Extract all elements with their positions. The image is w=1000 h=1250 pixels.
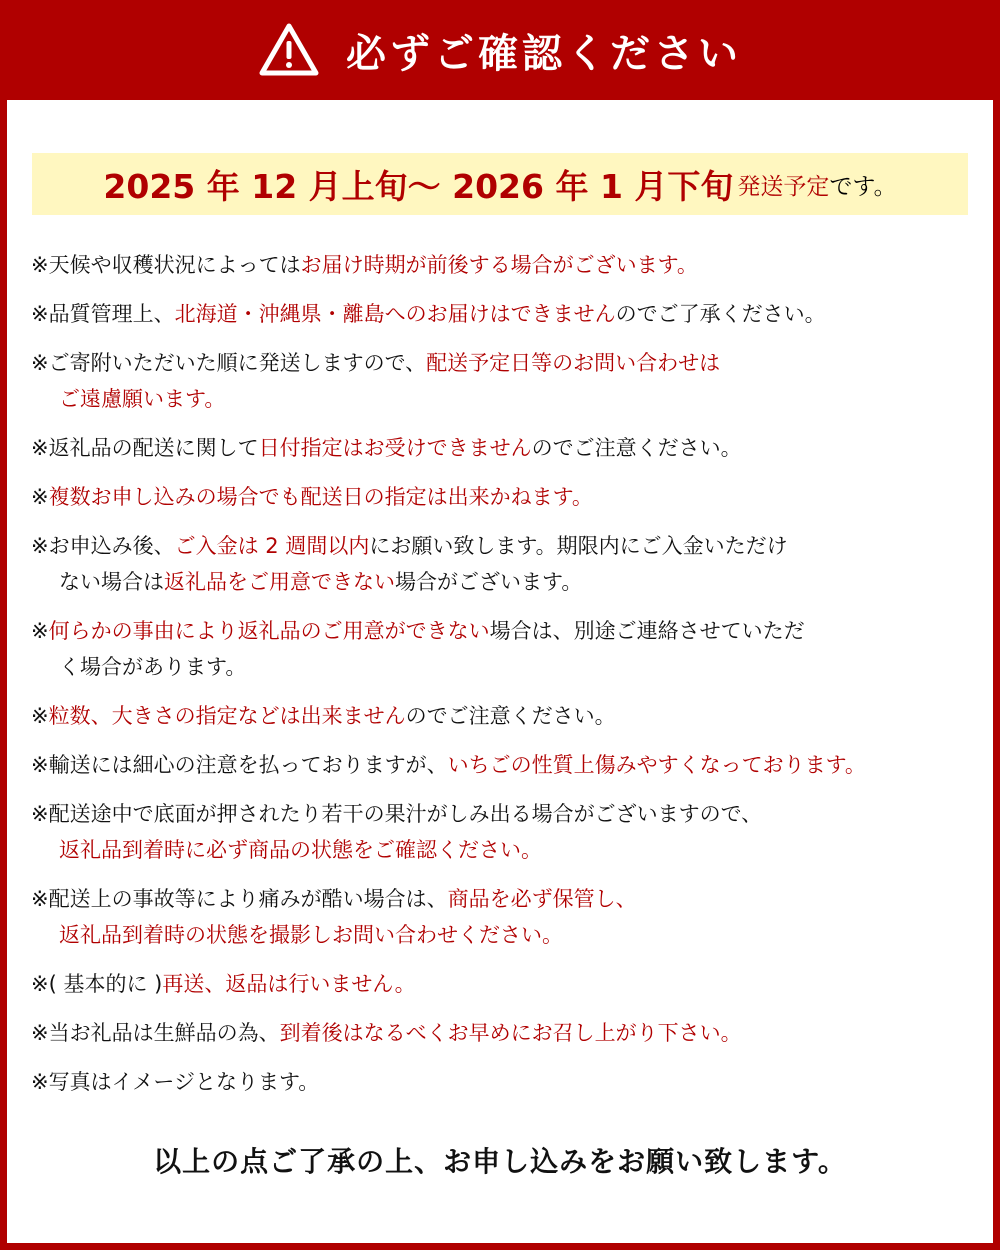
emphasis-text: 複数お申し込みの場合でも配送日の指定は出来かねます。 xyxy=(48,485,593,509)
notice-text: く場合があります。 xyxy=(59,655,247,679)
notice-line xyxy=(31,1015,981,1051)
page-title: 必ずご確認ください xyxy=(346,30,742,77)
shipping-period-banner xyxy=(32,153,968,215)
notice-text: ※写真はイメージとなります。 xyxy=(31,1070,320,1094)
notice-item xyxy=(31,881,981,953)
notice-item xyxy=(31,528,981,600)
shipping-suffix: です。 xyxy=(829,173,897,200)
notice-line xyxy=(31,649,981,685)
notice-line xyxy=(31,966,981,1002)
notice-line xyxy=(31,247,981,283)
notice-text: ※当お礼品は生鮮品の為、 xyxy=(31,1021,280,1045)
emphasis-text: 日付指定はお受けできません xyxy=(258,436,532,460)
notice-text: のでご注意ください。 xyxy=(531,436,742,460)
notice-text: ※お申込み後、 xyxy=(31,534,175,558)
notice-item xyxy=(31,1064,981,1100)
notice-line xyxy=(31,698,981,734)
notice-item xyxy=(31,613,981,685)
emphasis-text: 商品を必ず保管し、 xyxy=(447,887,637,911)
notice-item xyxy=(31,345,981,417)
notice-line xyxy=(31,381,981,417)
closing-message: 以上の点ご了承の上、お申し込みをお願い致します。 xyxy=(153,1145,847,1178)
notice-text: ※品質管理上、 xyxy=(31,302,175,326)
notice-line xyxy=(31,430,981,466)
header-bar xyxy=(0,0,1000,100)
notice-text: ※ xyxy=(31,619,49,643)
notice-text: のでご了承ください。 xyxy=(615,302,826,326)
shipping-period: 2025 年 12 月上旬～ 2026 年 1 月下旬 xyxy=(103,166,734,206)
notice-line xyxy=(31,917,981,953)
notice-item xyxy=(31,479,981,515)
notice-text: ※天候や収穫状況によっては xyxy=(31,253,301,277)
notice-text: ※ご寄附いただいた順に発送しますので、 xyxy=(31,351,427,375)
emphasis-text: 返礼品をご用意できない xyxy=(164,570,395,594)
emphasis-text: 返礼品到着時に必ず商品の状態をご確認ください。 xyxy=(59,838,542,862)
notice-line xyxy=(31,747,981,783)
notice-text: ※返礼品の配送に関して xyxy=(31,436,259,460)
notice-line xyxy=(31,832,981,868)
notice-item xyxy=(31,747,981,783)
notice-line xyxy=(31,796,981,832)
notice-line xyxy=(31,881,981,917)
notice-item xyxy=(31,966,981,1002)
notice-line xyxy=(31,296,981,332)
emphasis-text: 何らかの事由により返礼品のご用意ができない xyxy=(48,619,490,643)
emphasis-text: お届け時期が前後する場合がございます。 xyxy=(300,253,698,277)
emphasis-text: 配送予定日等のお問い合わせは xyxy=(426,351,721,375)
notice-item xyxy=(31,430,981,466)
notice-text: ※輸送には細心の注意を払っておりますが、 xyxy=(31,753,448,777)
emphasis-text: 返礼品到着時の状態を撮影しお問い合わせください。 xyxy=(59,923,563,947)
notice-text: ※( 基本的に ) xyxy=(31,972,163,996)
notice-text: ※ xyxy=(31,704,49,728)
notice-line xyxy=(31,613,981,649)
emphasis-text: 北海道・沖縄県・離島へのお届けはできません xyxy=(174,302,616,326)
notice-item xyxy=(31,1015,981,1051)
notice-text: ※配送上の事故等により痛みが酷い場合は、 xyxy=(31,887,448,911)
warning-triangle-icon xyxy=(258,22,320,78)
emphasis-text: ご遠慮願います。 xyxy=(59,387,226,411)
notice-text: にお願い致します。期限内にご入金いただけ xyxy=(369,534,788,558)
notice-line xyxy=(31,564,981,600)
notice-item xyxy=(31,796,981,868)
notice-line xyxy=(31,345,981,381)
notice-item xyxy=(31,247,981,283)
notice-text: 場合がございます。 xyxy=(395,570,583,594)
notice-line xyxy=(31,1064,981,1100)
shipping-label: 発送予定 xyxy=(737,173,830,200)
notice-text: 場合は、別途ご連絡させていただ xyxy=(489,619,805,643)
emphasis-text: ご入金は 2 週間以内 xyxy=(174,534,370,558)
notice-list xyxy=(31,247,981,1113)
emphasis-text: いちごの性質上傷みやすくなっております。 xyxy=(447,753,866,777)
emphasis-text: 再送、返品は行いません。 xyxy=(162,972,416,996)
notice-text: ない場合は xyxy=(59,570,164,594)
notice-item xyxy=(31,698,981,734)
notice-line xyxy=(31,479,981,515)
notice-item xyxy=(31,296,981,332)
notice-panel xyxy=(7,100,993,1243)
emphasis-text: 到着後はなるべくお早めにお召し上がり下さい。 xyxy=(279,1021,742,1045)
emphasis-text: 粒数、大きさの指定などは出来ません xyxy=(48,704,406,728)
notice-text: ※配送途中で底面が押されたり若干の果汁がしみ出る場合がございますので、 xyxy=(31,802,763,826)
notice-text: のでご注意ください。 xyxy=(405,704,616,728)
notice-text: ※ xyxy=(31,485,49,509)
notice-line xyxy=(31,528,981,564)
